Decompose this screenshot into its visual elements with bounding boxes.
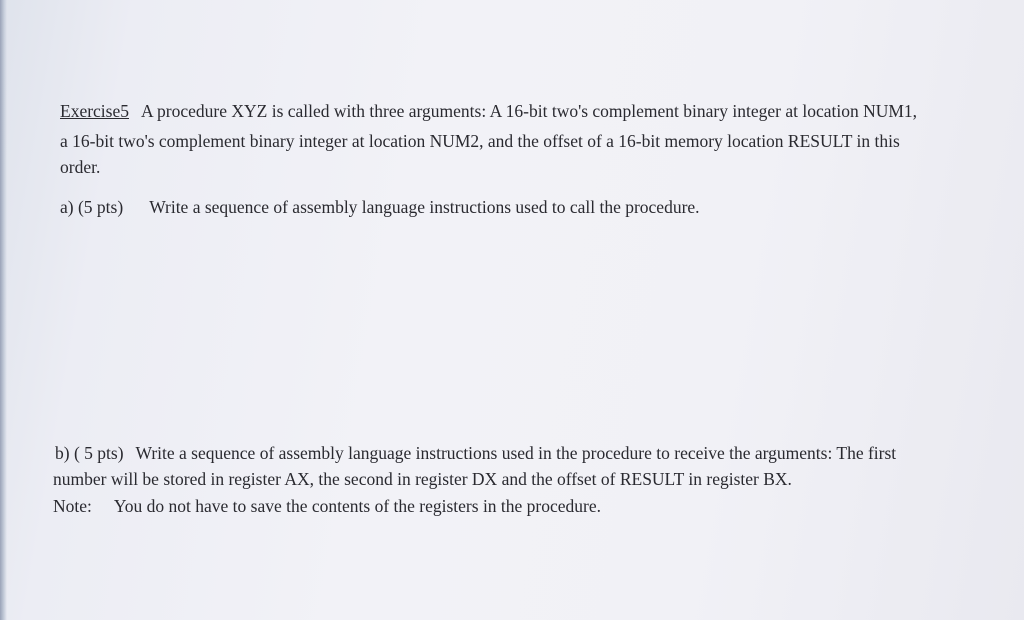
part-b-line-1	[55, 442, 896, 464]
part-a-line	[60, 196, 700, 218]
exercise-title: Exercise5	[60, 101, 129, 121]
part-b-label: b) ( 5 pts)	[55, 443, 124, 463]
exercise-line-1	[60, 100, 917, 122]
part-a-text: Write a sequence of assembly language instructions used to call the procedure.	[149, 197, 700, 217]
part-b-note-line	[53, 495, 601, 517]
part-a-label: a) (5 pts)	[60, 197, 124, 217]
paper-edge	[0, 0, 7, 620]
part-b-text-line-1: Write a sequence of assembly language instructions used in the procedure to receive the arguments: The first	[135, 443, 897, 463]
exercise-intro-line-1: A procedure XYZ is called with three arguments: A 16-bit two's complement binary integer at location NUM1,	[141, 101, 918, 121]
part-b-text-line-2: number will be stored in register AX, the second in register DX and the offset of RESULT in register BX.	[53, 469, 792, 489]
exercise-intro-line-2: a 16-bit two's complement binary integer at location NUM2, and the offset of a 16-bit memory location RESULT in this	[60, 131, 900, 151]
exercise-line-2	[60, 130, 900, 152]
exercise-intro-line-3: order.	[60, 157, 101, 177]
part-b-note-label: Note:	[53, 496, 92, 516]
part-b-line-2	[53, 468, 792, 490]
exercise-line-3	[60, 156, 100, 178]
part-b-note-text: You do not have to save the contents of the registers in the procedure.	[113, 496, 602, 516]
